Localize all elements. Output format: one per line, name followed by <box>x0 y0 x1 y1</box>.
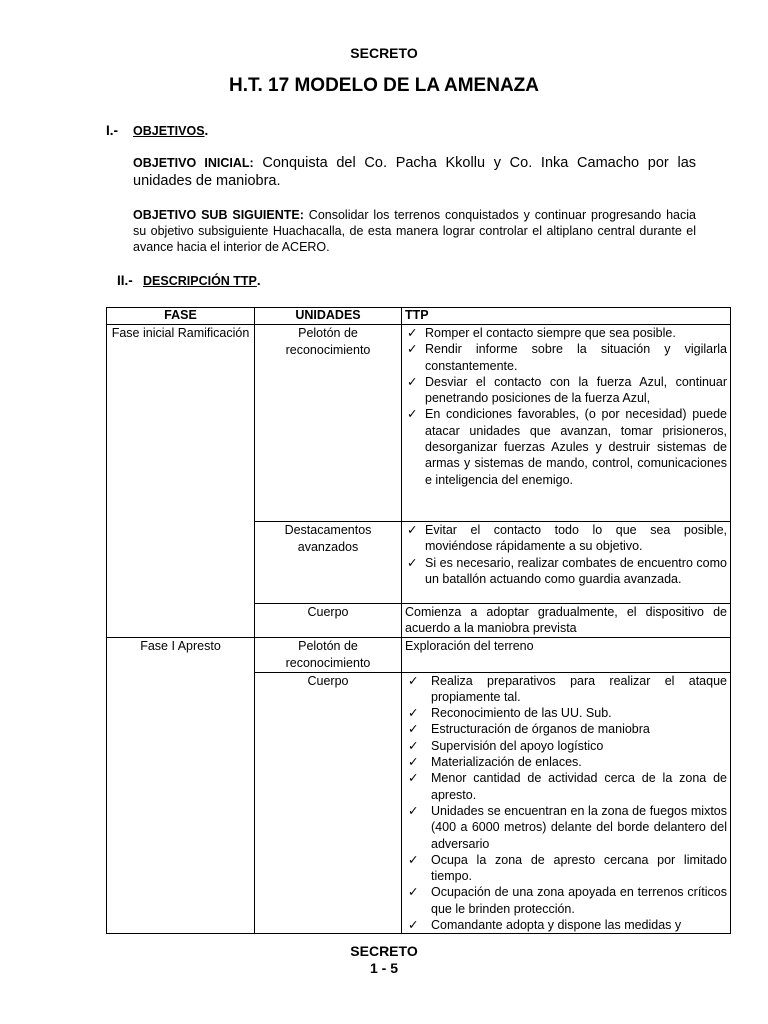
checkmark-icon: ✓ <box>407 555 418 570</box>
section-objetivos-heading <box>106 123 208 138</box>
objetivo-inicial-paragraph <box>133 154 696 190</box>
unidades-cell: Cuerpo <box>255 604 402 638</box>
ttp-cell: Comienza a adoptar gradualmente, el dispositivo de acuerdo a la maniobra prevista <box>402 604 731 638</box>
page-title: H.T. 17 MODELO DE LA AMENAZA <box>229 75 539 96</box>
unidades-cell: Pelotón de reconocimiento <box>255 325 402 522</box>
list-item: ✓ Ocupa la zona de apresto cercana por limitado tiempo. <box>408 852 727 884</box>
col-header-unidades: UNIDADES <box>255 308 402 325</box>
table-row <box>107 325 731 522</box>
header-classification: SECRETO <box>350 45 418 61</box>
list-item: ✓ Evitar el contacto todo lo que sea posible, moviéndose rápidamente a su objetivo. <box>407 523 727 554</box>
list-item: ✓ Realiza preparativos para realizar el ataque propiamente tal. <box>408 673 727 704</box>
list-item: ✓ Rendir informe sobre la situación y vigilarla constantemente. <box>407 342 727 373</box>
checkmark-icon: ✓ <box>407 523 418 537</box>
ttp-list <box>405 673 727 934</box>
checkmark-icon: ✓ <box>408 673 419 688</box>
col-header-ttp: TTP <box>402 308 731 325</box>
checkmark-icon: ✓ <box>408 738 419 753</box>
checkmark-icon: ✓ <box>408 852 419 867</box>
section-number: I.- <box>106 123 118 138</box>
checkmark-icon: ✓ <box>408 803 419 818</box>
objetivo-inicial-label: OBJETIVO INICIAL: <box>133 156 254 170</box>
objetivo-inicial-text: Conquista del Co. Pacha Kkollu y Co. Inka Camacho por las unidades de maniobra. <box>133 155 697 189</box>
section-label: DESCRIPCIÓN TTP <box>143 274 257 288</box>
unidades-cell: Pelotón de reconocimiento <box>255 637 402 672</box>
fase-cell: Fase I Apresto <box>107 637 255 934</box>
ttp-table <box>106 307 731 934</box>
col-header-fase: FASE <box>107 308 255 325</box>
page-number: 1 - 5 <box>369 960 398 976</box>
section-number: II.- <box>117 273 133 288</box>
checkmark-icon: ✓ <box>407 407 418 422</box>
checkmark-icon: ✓ <box>408 722 419 737</box>
ttp-list <box>405 325 727 488</box>
ttp-cell: Exploración del terreno <box>402 637 731 672</box>
ttp-cell <box>402 522 731 604</box>
section-suffix: . <box>204 123 209 138</box>
section-suffix: . <box>256 273 261 288</box>
list-item: ✓ Reconocimiento de las UU. Sub. <box>408 706 612 721</box>
checkmark-icon: ✓ <box>408 771 419 786</box>
objetivo-sub-paragraph <box>133 207 696 255</box>
ttp-cell <box>402 672 731 934</box>
objetivo-sub-text: Consolidar los terrenos conquistados y continuar progresando hacia su objetivo subsiguiente Huachacalla, de esta manera lograr controlar el altiplano central durante el avance hacia el interior de ACERO. <box>133 208 696 254</box>
section-label: OBJETIVOS <box>133 124 205 138</box>
list-item: ✓ Supervisión del apoyo logístico <box>408 738 604 753</box>
list-item: ✓ En condiciones favorables, (o por necesidad) puede atacar unidades que avanzan, tomar prisioneros, desorganizar fuerzas Azules y destruir sistemas de armas y sistemas de mando, control, comunicaciones e inteligencia del enemigo. <box>407 407 727 487</box>
table-header-row <box>107 308 731 325</box>
table-row <box>107 637 731 672</box>
ttp-list <box>405 522 727 587</box>
list-item: ✓ Materialización de enlaces. <box>408 755 582 770</box>
list-item: ✓ Ocupación de una zona apoyada en terrenos críticos que le brinden protección. <box>408 885 727 916</box>
list-item: ✓ Desviar el contacto con la fuerza Azul, continuar penetrando posiciones de la fuerza Azul, <box>407 374 727 406</box>
checkmark-icon: ✓ <box>408 918 419 933</box>
fase-cell: Fase inicial Ramificación <box>107 325 255 638</box>
unidades-cell: Cuerpo <box>255 672 402 934</box>
list-item: ✓ Comandante adopta y dispone las medidas y <box>408 918 682 933</box>
ttp-cell <box>402 325 731 522</box>
objetivo-sub-label: OBJETIVO SUB SIGUIENTE: <box>133 208 304 222</box>
footer-classification: SECRETO <box>350 943 418 959</box>
checkmark-icon: ✓ <box>408 755 419 770</box>
checkmark-icon: ✓ <box>407 374 418 389</box>
checkmark-icon: ✓ <box>407 326 418 340</box>
checkmark-icon: ✓ <box>408 885 419 900</box>
list-item: ✓ Estructuración de órganos de maniobra <box>408 722 650 737</box>
section-ttp-heading <box>117 273 261 288</box>
list-item: ✓ Menor cantidad de actividad cerca de la zona de apresto. <box>408 771 727 802</box>
list-item: ✓ Si es necesario, realizar combates de encuentro como un batallón actuando como guardia avanzada. <box>407 555 727 586</box>
checkmark-icon: ✓ <box>407 342 418 357</box>
list-item: ✓ Romper el contacto siempre que sea posible. <box>407 326 676 340</box>
unidades-cell: Destacamentos avanzados <box>255 522 402 604</box>
checkmark-icon: ✓ <box>408 706 419 721</box>
list-item: ✓ Unidades se encuentran en la zona de fuegos mixtos (400 a 6000 metros) delante del borde delantero del adversario <box>408 803 727 851</box>
